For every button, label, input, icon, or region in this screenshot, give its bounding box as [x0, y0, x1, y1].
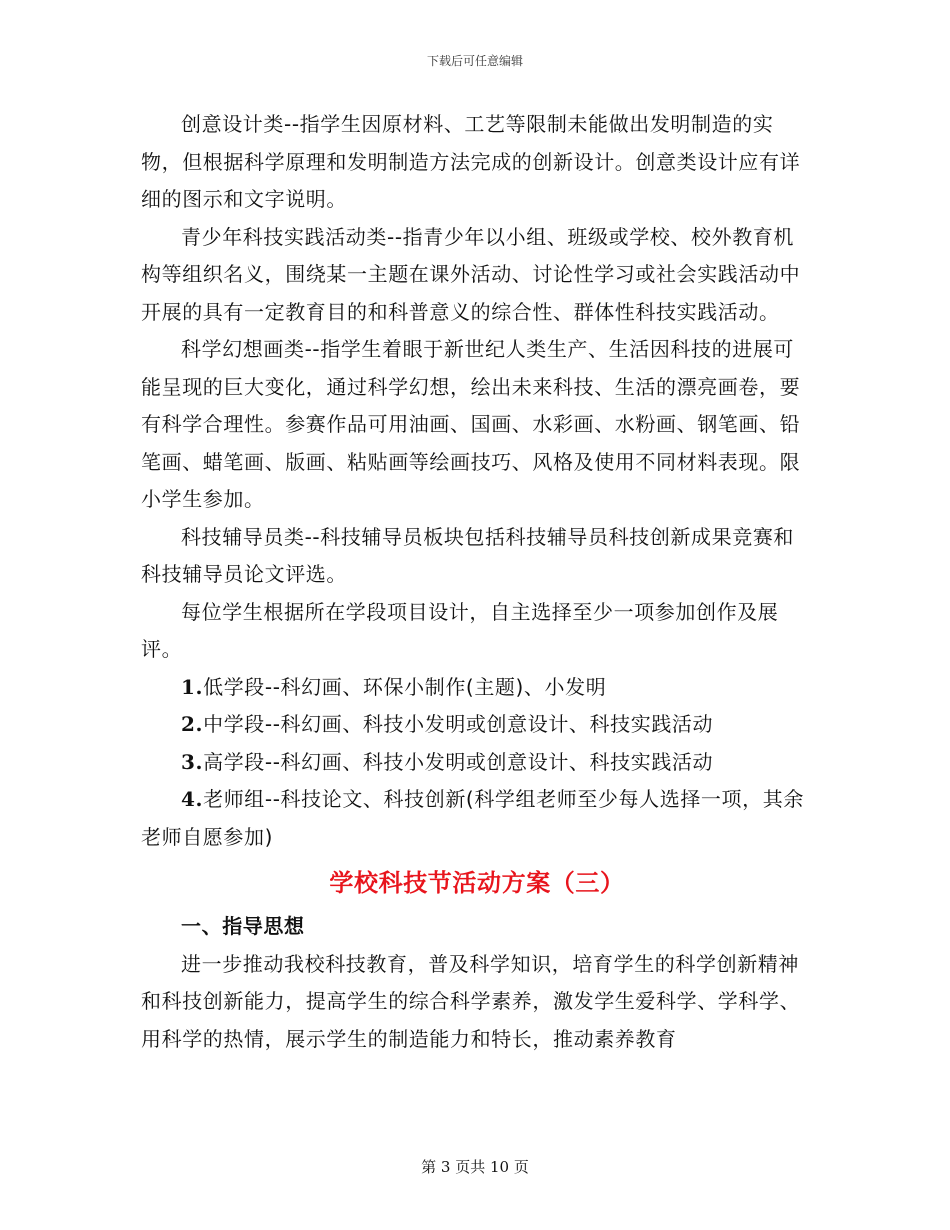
paragraph-science-fantasy-painting: 科学幻想画类--指学生着眼于新世纪人类生产、生活因科技的进展可能呈现的巨大变化，通过科学幻想，绘出未来科技、生活的漂亮画卷，要有科学合理性。参赛作品可用油画、国画、水彩画、水粉画、钢笔画、铅笔画、蜡笔画、版画、粘贴画等绘画技巧、风格及使用不同材料表现。限小学生参加。	[141, 337, 801, 511]
section-title: 学校科技节活动方案（三）	[329, 869, 625, 897]
list-number: 1.	[181, 674, 204, 699]
list-text: 中学段--科幻画、科技小发明或创意设计、科技实践活动	[203, 712, 714, 736]
paragraph-youth-practice: 青少年科技实践活动类--指青少年以小组、班级或学校、校外教育机构等组织名义，围绕某一主题在课外活动、讨论性学习或社会实践活动中开展的具有一定教育目的和科普意义的综合性、群体性科技实践活动。	[141, 224, 801, 324]
page-number: 第 3 页共 10 页	[421, 1158, 529, 1176]
paragraph-guiding-thought: 进一步推动我校科技教育，普及科学知识，培育学生的科学创新精神和科技创新能力，提高学生的综合科学素养，激发学生爱科学、学科学、用科学的热情，展示学生的制造能力和特长，推动素养教育	[141, 951, 801, 1051]
list-item	[141, 744, 813, 782]
document-body	[141, 106, 813, 1058]
list-item	[141, 781, 813, 856]
list-number: 3.	[181, 749, 204, 774]
section-heading: 一、指导思想	[181, 914, 305, 938]
header-note: 下载后可任意编辑	[426, 54, 523, 68]
list-text: 老师组--科技论文、科技创新(科学组老师至少每人选择一项，其余老师自愿参加)	[141, 787, 804, 849]
paragraph-student-choice: 每位学生根据所在学段项目设计，自主选择至少一项参加创作及展评。	[141, 599, 779, 661]
list-number: 4.	[181, 787, 204, 811]
paragraph-tech-counselor: 科技辅导员类--科技辅导员板块包括科技辅导员科技创新成果竞赛和科技辅导员论文评选。	[141, 524, 795, 586]
list-text: 高学段--科幻画、科技小发明或创意设计、科技实践活动	[203, 749, 714, 774]
list-number: 2.	[181, 712, 204, 736]
paragraph-creative-design: 创意设计类--指学生因原材料、工艺等限制未能做出发明制造的实物，但根据科学原理和发明制造方法完成的创新设计。创意类设计应有详细的图示和文字说明。	[141, 112, 801, 211]
list-text: 低学段--科幻画、环保小制作(主题)、小发明	[203, 674, 607, 699]
list-item	[141, 669, 813, 707]
list-item	[141, 706, 813, 744]
